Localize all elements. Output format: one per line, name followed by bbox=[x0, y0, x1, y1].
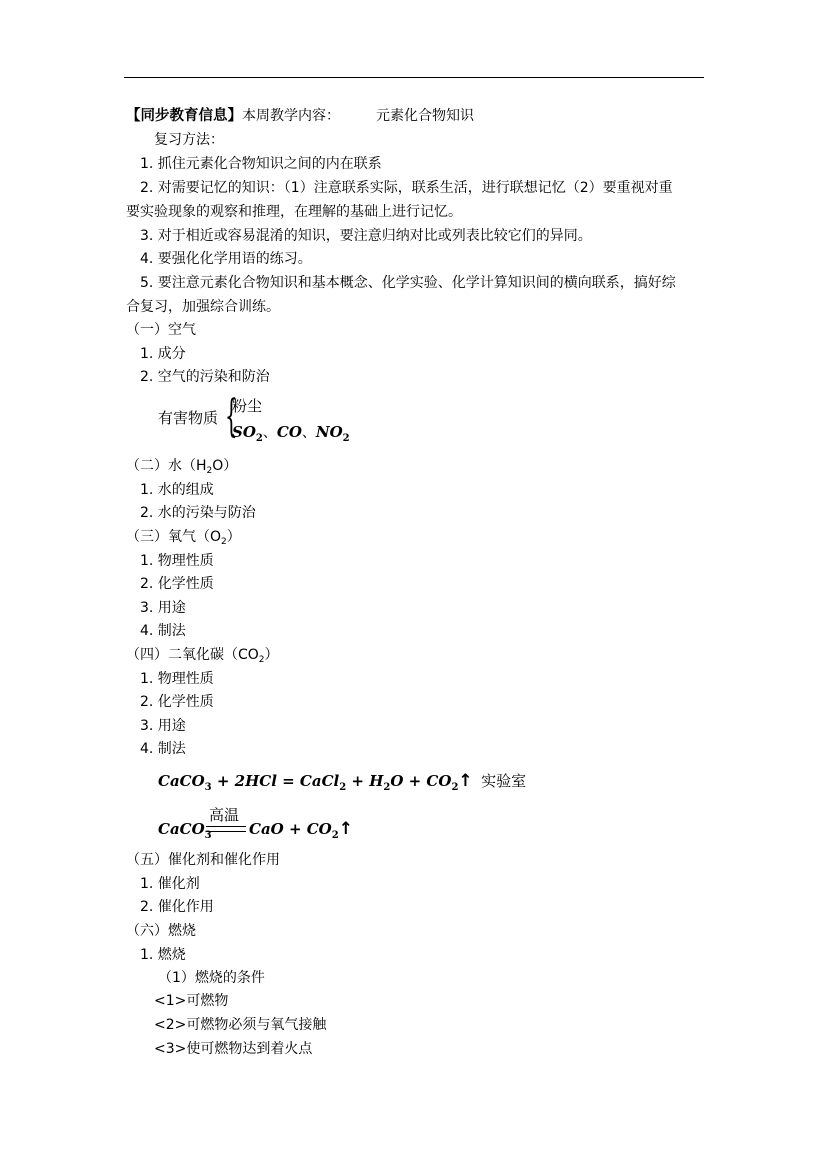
review-item-continued: 要实验现象的观察和推理，在理解的基础上进行记忆。 bbox=[126, 204, 462, 220]
list-item: 1. 催化剂 bbox=[140, 876, 200, 892]
list-item: 1. 水的组成 bbox=[140, 482, 214, 498]
section-heading-water: （二）水$(H_2O)$ bbox=[126, 458, 238, 476]
list-item: 1. 成分 bbox=[140, 346, 186, 362]
brace-symbol: { bbox=[225, 391, 238, 442]
review-item: 1. 抓住元素化合物知识之间的内在联系 bbox=[140, 156, 382, 172]
list-item: 2. 催化作用 bbox=[140, 899, 214, 915]
list-item: 2. 空气的污染和防治 bbox=[140, 369, 270, 385]
section-heading-oxygen: （三）氧气$(O_2)$ bbox=[126, 529, 241, 547]
list-item: 3. 用途 bbox=[140, 718, 186, 734]
harmful-gases: $SO_2$、CO、$NO_2$ bbox=[232, 423, 350, 444]
review-item: 2. 对需要记忆的知识：（1）注意联系实际，联系生活，进行联想记忆（2）要重视对重 bbox=[140, 180, 673, 196]
equals-sign bbox=[206, 826, 246, 832]
section-heading-combustion: （六）燃烧 bbox=[126, 923, 196, 939]
list-item: 4. 制法 bbox=[140, 623, 186, 639]
list-item: 2. 水的污染与防治 bbox=[140, 505, 256, 521]
list-item: 1. 物理性质 bbox=[140, 671, 214, 687]
section-heading-co2: （四）二氧化碳$(CO_2)$ bbox=[126, 647, 279, 665]
equation-industrial-right: CaO + $CO_2↑$ bbox=[249, 819, 353, 841]
condition-item: <2>可燃物必须与氧气接触 bbox=[154, 1017, 327, 1033]
list-item: 1. 燃烧 bbox=[140, 947, 186, 963]
equation-lab: CaCO$_3$ + 2HCl = CaCl$_2$ + $H_2O$ + $CO_2↑$ 实验室 bbox=[158, 771, 527, 793]
gas-arrow-icon: ↑ bbox=[458, 771, 473, 791]
header-line bbox=[126, 106, 474, 126]
review-item: 3. 对于相近或容易混淆的知识，要注意归纳对比或列表比较它们的异同。 bbox=[140, 228, 592, 244]
review-item-continued: 合复习，加强综合训练。 bbox=[126, 299, 280, 315]
list-item: 1. 物理性质 bbox=[140, 553, 214, 569]
header-rule bbox=[124, 77, 704, 78]
section-heading-catalyst: （五）催化剂和催化作用 bbox=[126, 852, 280, 868]
review-item: 4. 要强化化学用语的练习。 bbox=[140, 251, 312, 267]
review-heading: 复习方法： bbox=[154, 132, 224, 148]
equation-note: 实验室 bbox=[481, 772, 527, 790]
condition-item: <1>可燃物 bbox=[154, 993, 229, 1009]
list-item: 4. 制法 bbox=[140, 741, 186, 757]
review-item: 5. 要注意元素化合物知识和基本概念、化学实验、化学计算知识间的横向联系，搞好综 bbox=[140, 275, 676, 291]
sub-heading: （1）燃烧的条件 bbox=[158, 970, 265, 986]
header-title-tail: 本周教学内容： bbox=[242, 108, 340, 124]
section-heading-air: （一）空气 bbox=[126, 322, 196, 338]
equation-industrial-left: CaCO$_3$ bbox=[158, 820, 212, 841]
gas-arrow-icon: ↑ bbox=[338, 819, 353, 839]
header-topic: 元素化合物知识 bbox=[376, 108, 474, 124]
harmful-dust: 粉尘 bbox=[232, 397, 263, 415]
list-item: 3. 用途 bbox=[140, 600, 186, 616]
list-item: 2. 化学性质 bbox=[140, 576, 214, 592]
reaction-condition: 高温 bbox=[209, 806, 240, 824]
harmful-label: 有害物质 bbox=[158, 409, 219, 427]
condition-item: <3>使可燃物达到着火点 bbox=[154, 1041, 313, 1057]
header-title: 【同步教育信息】 bbox=[126, 108, 242, 124]
list-item: 2. 化学性质 bbox=[140, 694, 214, 710]
